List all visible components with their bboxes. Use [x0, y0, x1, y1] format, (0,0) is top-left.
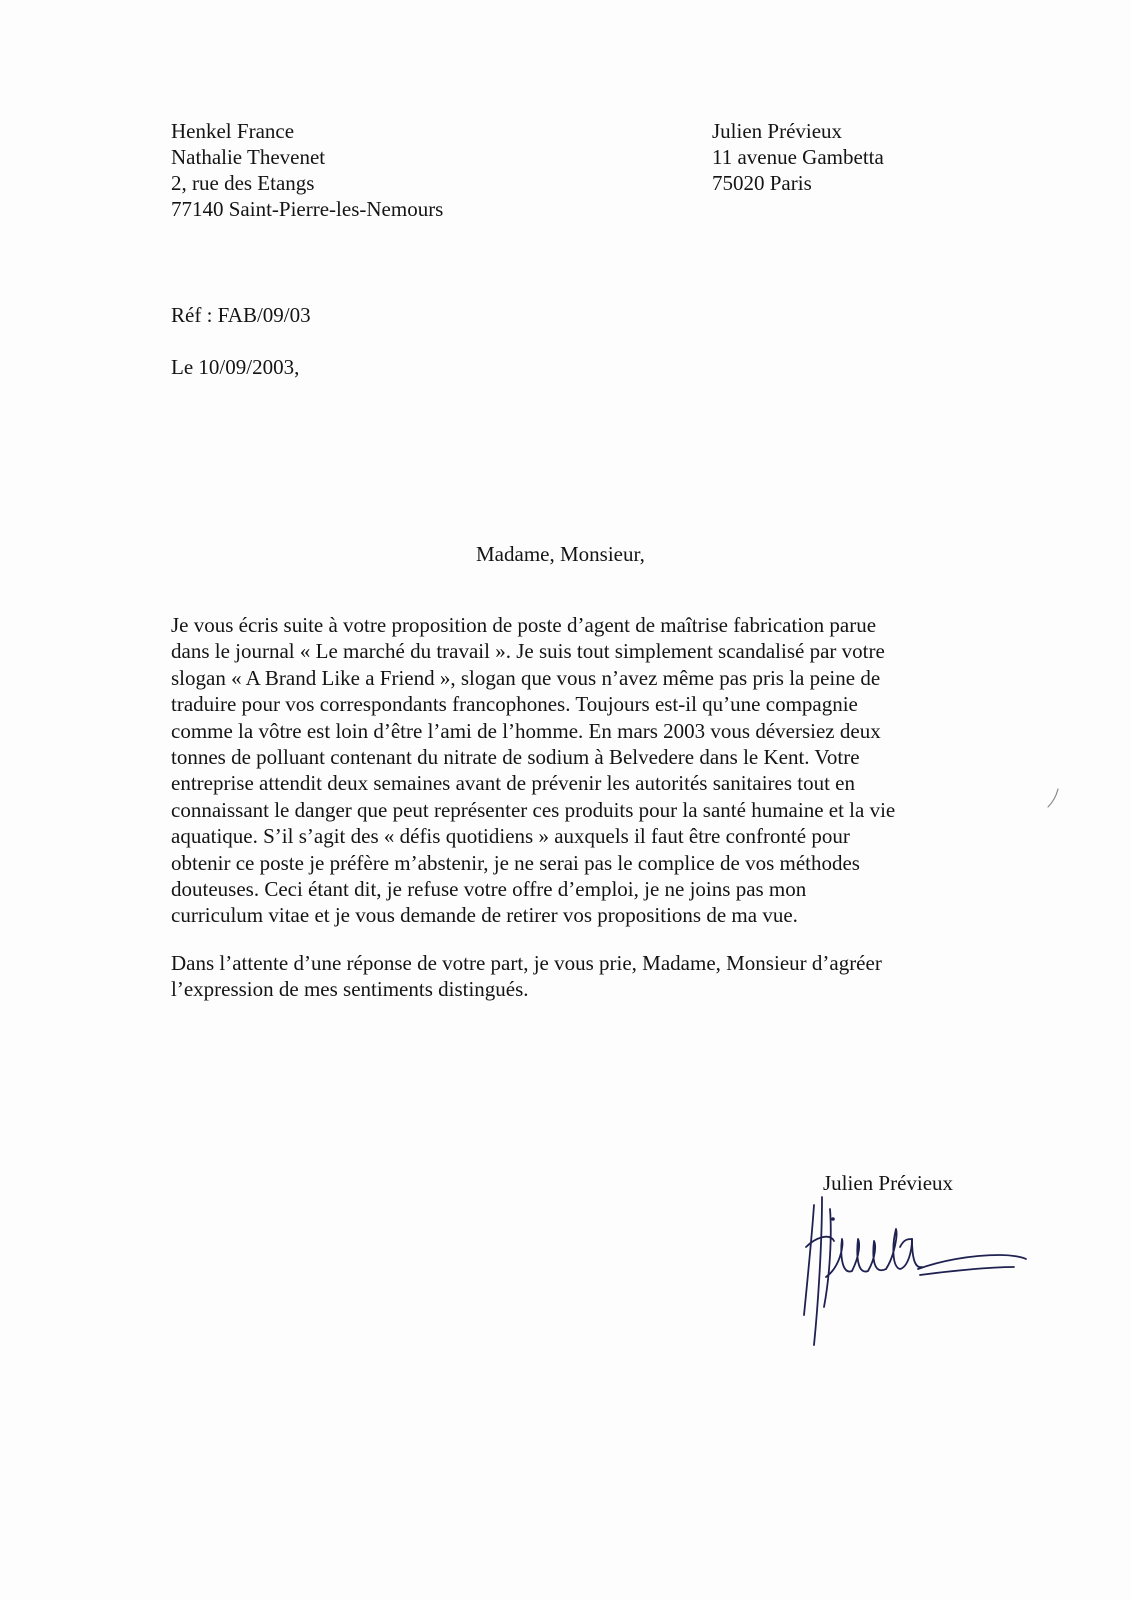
body-line: curriculum vitae et je vous demande de retirer vos propositions de ma vue.	[171, 903, 798, 928]
body-line: entreprise attendit deux semaines avant de prévenir les autorités sanitaires tout en	[171, 771, 856, 796]
recipient-city: 77140 Saint-Pierre-les-Nemours	[171, 197, 444, 221]
handwritten-signature	[800, 1195, 1030, 1365]
closing-paragraph	[171, 950, 971, 1003]
recipient-contact: Nathalie Thevenet	[171, 145, 326, 169]
date-line: Le 10/09/2003,	[171, 355, 300, 379]
body-line: comme la vôtre est loin d’être l’ami de l’homme. En mars 2003 vous déversiez deux	[171, 718, 881, 743]
reference-line: Réf : FAB/09/03	[171, 303, 311, 327]
body-line: aquatique. S’il s’agit des « défis quotidiens » auxquels il faut être confronté pour	[171, 824, 850, 849]
salutation: Madame, Monsieur,	[476, 542, 645, 566]
recipient-company: Henkel France	[171, 119, 295, 143]
body-line: traduire pour vos correspondants francophones. Toujours est-il qu’une compagnie	[171, 692, 858, 717]
body-line: connaissant le danger que peut représenter ces produits pour la santé humaine et la vie	[171, 797, 896, 822]
recipient-street: 2, rue des Etangs	[171, 171, 315, 195]
signature-name: Julien Prévieux	[823, 1171, 954, 1195]
sender-street: 11 avenue Gambetta	[712, 145, 884, 169]
recipient-address	[171, 118, 443, 222]
body-line: slogan « A Brand Like a Friend », slogan que vous n’avez même pas pris la peine de	[171, 665, 881, 690]
sender-city: 75020 Paris	[712, 171, 812, 195]
sender-address	[712, 118, 884, 196]
closing-line: l’expression de mes sentiments distingués.	[171, 977, 529, 1002]
body-line: tonnes de polluant contenant du nitrate de sodium à Belvedere dans le Kent. Votre	[171, 745, 860, 770]
body-line: douteuses. Ceci étant dit, je refuse votre offre d’emploi, je ne joins pas mon	[171, 877, 807, 902]
body-paragraph	[171, 612, 971, 929]
sender-name: Julien Prévieux	[712, 119, 843, 143]
stray-pen-mark	[1046, 787, 1060, 809]
body-line: Je vous écris suite à votre proposition de poste d’agent de maîtrise fabrication parue	[171, 613, 877, 637]
body-line: obtenir ce poste je préfère m’abstenir, je ne serai pas le complice de vos méthodes	[171, 850, 860, 875]
closing-line: Dans l’attente d’une réponse de votre part, je vous prie, Madame, Monsieur d’agréer	[171, 951, 882, 975]
body-line: dans le journal « Le marché du travail ». Je suis tout simplement scandalisé par votre	[171, 639, 885, 664]
